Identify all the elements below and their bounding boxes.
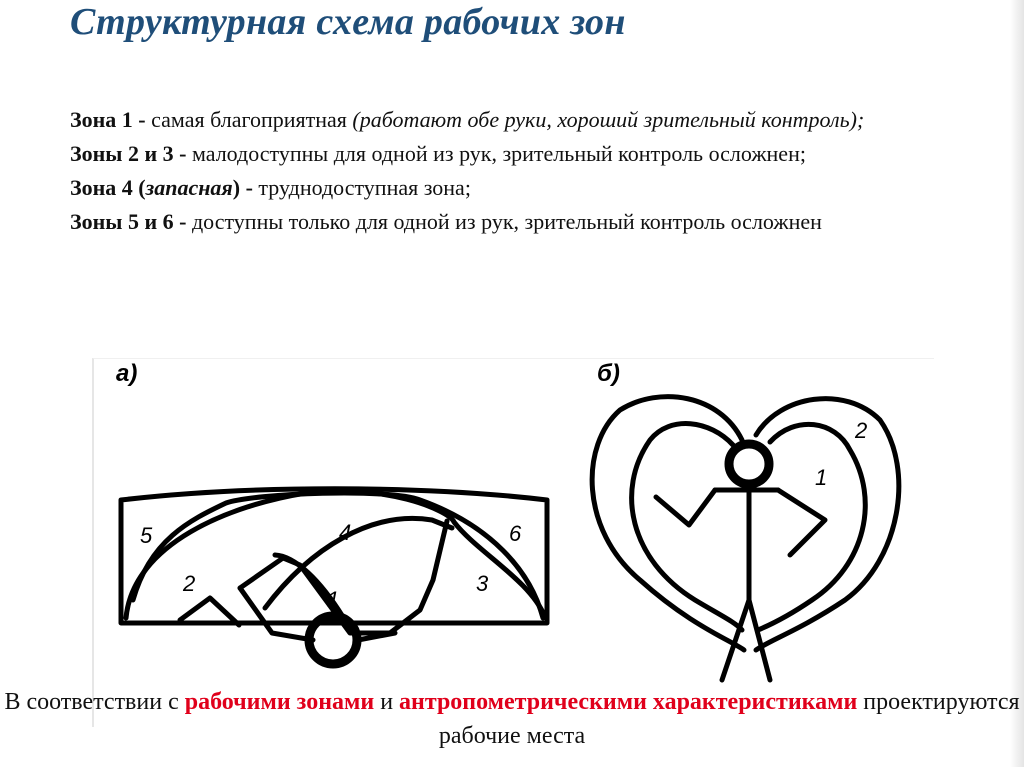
slide-title: Структурная схема рабочих зон xyxy=(70,1,626,43)
zone-4-label-a: Зона 4 ( xyxy=(70,175,146,200)
zone-4-label-italic: запасная xyxy=(145,175,233,200)
right-leg xyxy=(749,600,770,680)
head-circle-b xyxy=(729,444,769,484)
zone-5-6-label: Зоны 5 и 6 - xyxy=(70,209,187,234)
zone-number-1-b: 1 xyxy=(815,465,828,490)
figure-b xyxy=(592,360,899,680)
zone-1-label: Зона 1 - xyxy=(70,107,146,132)
zone-1-note: (работают обе руки, хороший зрительный контроль); xyxy=(352,107,865,132)
right-arm-b xyxy=(778,490,825,555)
figure-a xyxy=(116,360,547,664)
figure-a-label: а) xyxy=(116,360,138,387)
inner-reach-left xyxy=(632,424,742,630)
left-arm-b xyxy=(656,490,715,525)
figure-b-label: б) xyxy=(597,360,620,387)
caption-part3: проектируются рабочие места xyxy=(438,689,1020,749)
zone-4-label-b: ) - xyxy=(232,175,253,200)
caption-part2: и xyxy=(374,689,400,715)
zone-number-2-b: 2 xyxy=(855,418,868,443)
zone-number-4: 4 xyxy=(339,520,352,545)
caption-part1: В соответствии с xyxy=(4,689,185,715)
caption-highlight-1: рабочими зонами xyxy=(184,689,375,715)
zone-number-5: 5 xyxy=(140,523,153,548)
zone-5-6-text: доступны только для одной из рук, зрительный контроль осложнен xyxy=(186,209,822,234)
caption xyxy=(0,685,1024,753)
caption-highlight-2: антропометрическими характеристиками xyxy=(399,689,858,715)
zone-number-6: 6 xyxy=(509,521,522,546)
zone-2-3-label: Зоны 2 и 3 - xyxy=(70,141,187,166)
zone-2-3-text: малодоступны для одной из рук, зрительный контроль осложнен; xyxy=(186,141,806,166)
zone-4-text: труднодоступная зона; xyxy=(252,175,471,200)
zone-1-text: самая благоприятная xyxy=(145,107,353,132)
zone-number-1: 1 xyxy=(327,587,340,612)
zone-number-2: 2 xyxy=(183,571,196,596)
zone-number-3: 3 xyxy=(476,571,489,596)
